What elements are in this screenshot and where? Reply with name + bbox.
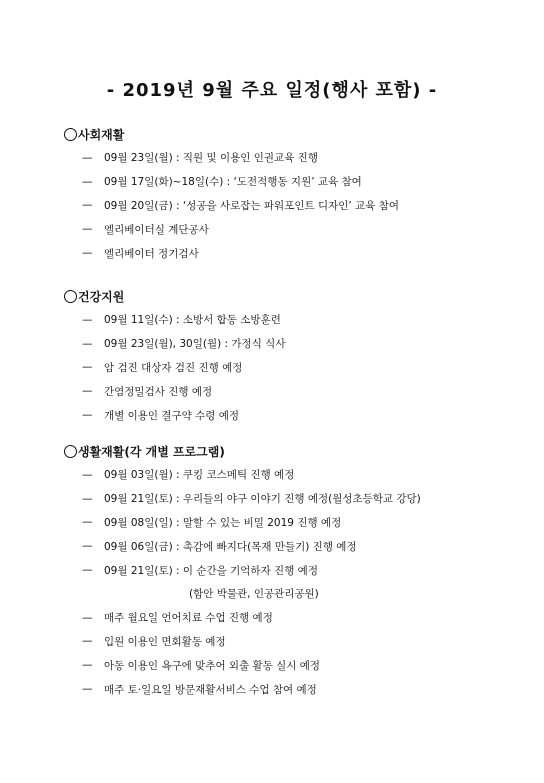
list-item [64,606,524,630]
list-item-continuation: (함안 박물관, 인공관리공원) [189,588,319,601]
list-item [64,379,524,403]
dash-bullet-icon: — [82,683,93,696]
dash-bullet-icon: — [82,409,93,422]
list-item [64,487,524,511]
dash-bullet-icon: — [82,313,93,326]
dash-bullet-icon: — [82,385,93,398]
list-item [64,170,524,194]
list-item-text: 09월 11일(수) : 소방서 합동 소방훈련 [104,314,281,327]
list-item [64,146,524,170]
list-item-text: 매주 월요일 언어치료 수업 진행 예정 [104,612,273,625]
list-item-text: 09월 23일(월) : 직원 및 이용인 인권교육 진행 [104,152,318,165]
list-item [64,534,524,558]
list-item-text: 아동 이용인 욕구에 맞추어 외출 활동 실시 예정 [104,659,321,672]
dash-bullet-icon: — [82,635,93,648]
dash-bullet-icon: — [82,516,93,529]
dash-bullet-icon: — [82,540,93,553]
list-item [64,332,524,356]
section-heading-text: 건강지원 [78,289,125,304]
list-item-text: 암 검진 대상자 검진 진행 예정 [104,361,243,374]
list-item-text: 엘리베이터실 계단공사 [104,223,209,236]
list-item-text: 09월 08일(일) : 말할 수 있는 비밀 2019 진행 예정 [104,516,342,529]
dash-bullet-icon: — [82,564,93,577]
section-heading [64,286,524,306]
circle-bullet-icon [64,445,77,458]
dash-bullet-icon: — [82,199,93,212]
dash-bullet-icon: — [82,611,93,624]
list-item [64,356,524,380]
list-item-text: 09월 17일(화)~18일(수) : ‘도전적행동 지원’ 교육 참여 [104,176,362,189]
section-heading-text: 생활재활(각 개별 프로그램) [78,444,225,459]
list-item-text: 개별 이용인 결구약 수령 예정 [104,409,240,422]
list-item-text: 09월 21일(토) : 이 순간을 기억하자 진행 예정 [104,564,318,577]
list-item [64,677,524,701]
section-heading-text: 사회재활 [78,127,125,142]
list-item [64,558,524,582]
list-item-text: 매주 토·일요일 방문재활서비스 수업 참여 예정 [104,683,317,696]
dash-bullet-icon: — [82,247,93,260]
item-list [64,146,524,265]
circle-bullet-icon [64,128,77,141]
circle-bullet-icon [64,290,77,303]
list-item [64,217,524,241]
page-title: - 2019년 9월 주요 일정(행사 포함) - [106,80,438,101]
list-item-text: 엘리베이터 정기검사 [104,247,199,260]
dash-bullet-icon: — [82,223,93,236]
item-list [64,463,524,701]
list-item-text: 09월 21일(토) : 우리들의 야구 이야기 진행 예정(월성초등학교 강당) [104,493,421,506]
section-heading [64,441,524,461]
list-item-text: 간염정밀검사 진행 예정 [104,385,213,398]
dash-bullet-icon: — [82,492,93,505]
item-list [64,308,524,427]
list-item [64,194,524,218]
list-item [64,463,524,487]
list-item [64,241,524,265]
list-item-text: 09월 20일(금) : ‘성공을 사로잡는 파워포인트 디자인’ 교육 참여 [104,199,399,212]
list-item-text: 09월 23일(월), 30일(월) : 가정식 식사 [104,338,286,351]
dash-bullet-icon: — [82,361,93,374]
list-item [64,308,524,332]
list-item-text: 입원 이용인 면회활동 예정 [104,635,226,648]
list-item [64,403,524,427]
list-item-text: 09월 03일(월) : 쿠킹 코스메틱 진행 예정 [104,469,295,482]
section-heading [64,124,524,144]
list-item [64,630,524,654]
dash-bullet-icon: — [82,151,93,164]
list-item-text: 09월 06일(금) : 촉감에 빠지다(목재 만들기) 진행 예정 [104,540,357,553]
section-social-rehab [64,124,524,265]
section-health-support [64,286,524,427]
dash-bullet-icon: — [82,659,93,672]
dash-bullet-icon: — [82,468,93,481]
list-item [64,511,524,535]
list-item [64,653,524,677]
section-life-rehab [64,441,524,701]
dash-bullet-icon: — [82,175,93,188]
dash-bullet-icon: — [82,337,93,350]
